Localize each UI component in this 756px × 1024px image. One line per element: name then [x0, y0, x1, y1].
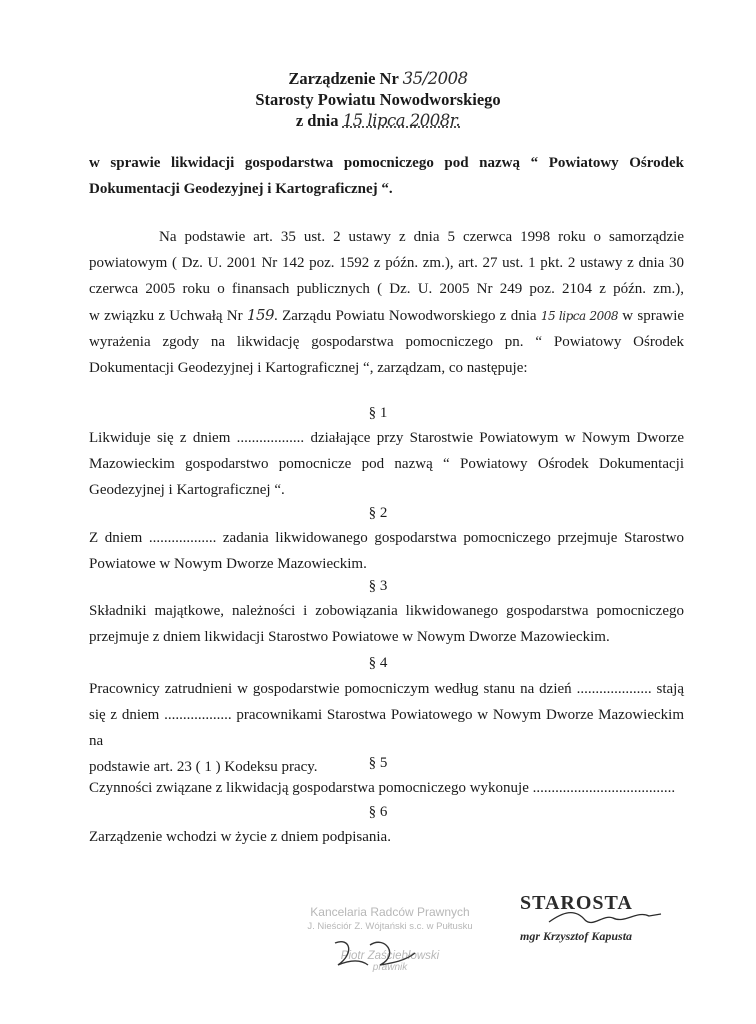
stamp-lawyer-name: Piotr Zaściebłowski [340, 950, 440, 962]
preamble-text: w związku z Uchwałą Nr [89, 308, 243, 324]
section-line: Czynności związane z likwidacją gospodarstwa pomocniczego wykonuje ...................................... [89, 780, 676, 796]
section-symbol-5: § 5 [368, 755, 388, 771]
date-prefix: z dnia [295, 111, 339, 130]
section-line: Powiatowe w Nowym Dworze Mazowieckim. [89, 556, 367, 572]
section-body-6 [89, 824, 684, 850]
preamble-line: powiatowym ( Dz. U. 2001 Nr 142 poz. 1592 z późn. zm.), art. 27 ust. 1 pkt. 2 ustawy z dnia 30 [89, 255, 684, 271]
section-line: przejmuje z dniem likwidacji Starostwo Powiatowe w Nowym Dworze Mazowieckim. [89, 629, 610, 645]
handwritten-resolution-date: 15 lipca 2008 [540, 309, 619, 323]
preamble-line: czerwca 2005 roku o finansach publicznych ( Dz. U. 2005 Nr 249 poz. 2104 z późn. zm.), [89, 281, 684, 297]
section-body-1 [89, 425, 684, 503]
lawyer-signature-icon [330, 935, 420, 975]
preamble-line-with-handwriting: w związku z Uchwałą Nr 159. Zarządu Powiatu Nowodworskiego z dnia 15 lipca 2008 w sprawie [89, 306, 685, 324]
section-line: Składniki majątkowe, należności i zobowiązania likwidowanego gospodarstwa pomocniczego [89, 603, 684, 619]
section-line: Zarządzenie wchodzi w życie z dniem podpisania. [89, 829, 391, 845]
title-prefix: Zarządzenie Nr [288, 69, 399, 88]
section-line: Pracownicy zatrudnieni w gospodarstwie pomocniczym według stanu na dzień .................... stają [89, 681, 684, 697]
handwritten-resolution-number: 159 [246, 306, 275, 324]
section-symbol-2: § 2 [368, 505, 388, 521]
preamble-text: Zarządu Powiatu Nowodworskiego z dnia [282, 308, 537, 324]
section-body-3 [89, 598, 684, 650]
section-body-2 [89, 525, 684, 577]
stamp-starosta-title: STAROSTA [520, 892, 633, 914]
section-line: się z dniem .................. pracownikami Starostwa Powiatowego w Nowym Dworze Mazowieckim na [89, 707, 684, 749]
subject-line: w sprawie likwidacji gospodarstwa pomocniczego pod nazwą “ Powiatowy Ośrodek [89, 155, 684, 171]
handwritten-order-number: 35/2008 [402, 69, 468, 88]
preamble [89, 224, 684, 381]
document-date [0, 110, 756, 131]
section-symbol-4: § 4 [368, 655, 388, 671]
section-line: Z dniem .................. zadania likwidowanego gospodarstwa pomocniczego przejmuje Starostwo [89, 530, 684, 546]
preamble-line: Na podstawie art. 35 ust. 2 ustawy z dnia 5 czerwca 1998 roku o samorządzie [159, 229, 684, 245]
document-issuer: Starosty Powiatu Nowodworskiego [255, 90, 501, 109]
stamp-office-name: Kancelaria Radców Prawnych [310, 905, 470, 919]
stamp-office-address: J. Nieściór Z. Wójtański s.c. w Pułtusku [307, 921, 473, 932]
section-line: Mazowieckim gospodarstwo pomocnicze pod nazwą “ Powiatowy Ośrodek Dokumentacji [89, 456, 684, 472]
stamp-lawyer-role: prawnik [372, 962, 408, 973]
subject-line: Dokumentacji Geodezyjnej i Kartograficznej “. [89, 181, 393, 197]
section-line: podstawie art. 23 ( 1 ) Kodeksu pracy. [89, 759, 318, 775]
preamble-text: w sprawie [622, 308, 685, 324]
section-symbol-3: § 3 [368, 578, 388, 594]
section-line: Geodezyjnej i Kartograficznej “. [89, 482, 285, 498]
section-symbol-6: § 6 [368, 804, 388, 820]
handwritten-date: 15 lipca 2008r. [342, 111, 461, 130]
section-line: Likwiduje się z dniem .................. działające przy Starostwie Powiatowym w Nowym Dworze [89, 430, 684, 446]
preamble-line: wyrażenia zgody na likwidację gospodarstwa pomocniczego pn. “ Powiatowy Ośrodek [89, 334, 684, 350]
stamp-starosta-name: mgr Krzysztof Kapusta [520, 929, 633, 943]
document-subject [89, 150, 684, 202]
section-body-5 [89, 775, 684, 801]
starosta-signature-icon [545, 900, 665, 936]
document-title [0, 68, 756, 89]
section-symbol-1: § 1 [368, 405, 388, 421]
preamble-line: Dokumentacji Geodezyjnej i Kartograficznej “, zarządzam, co następuje: [89, 360, 528, 376]
